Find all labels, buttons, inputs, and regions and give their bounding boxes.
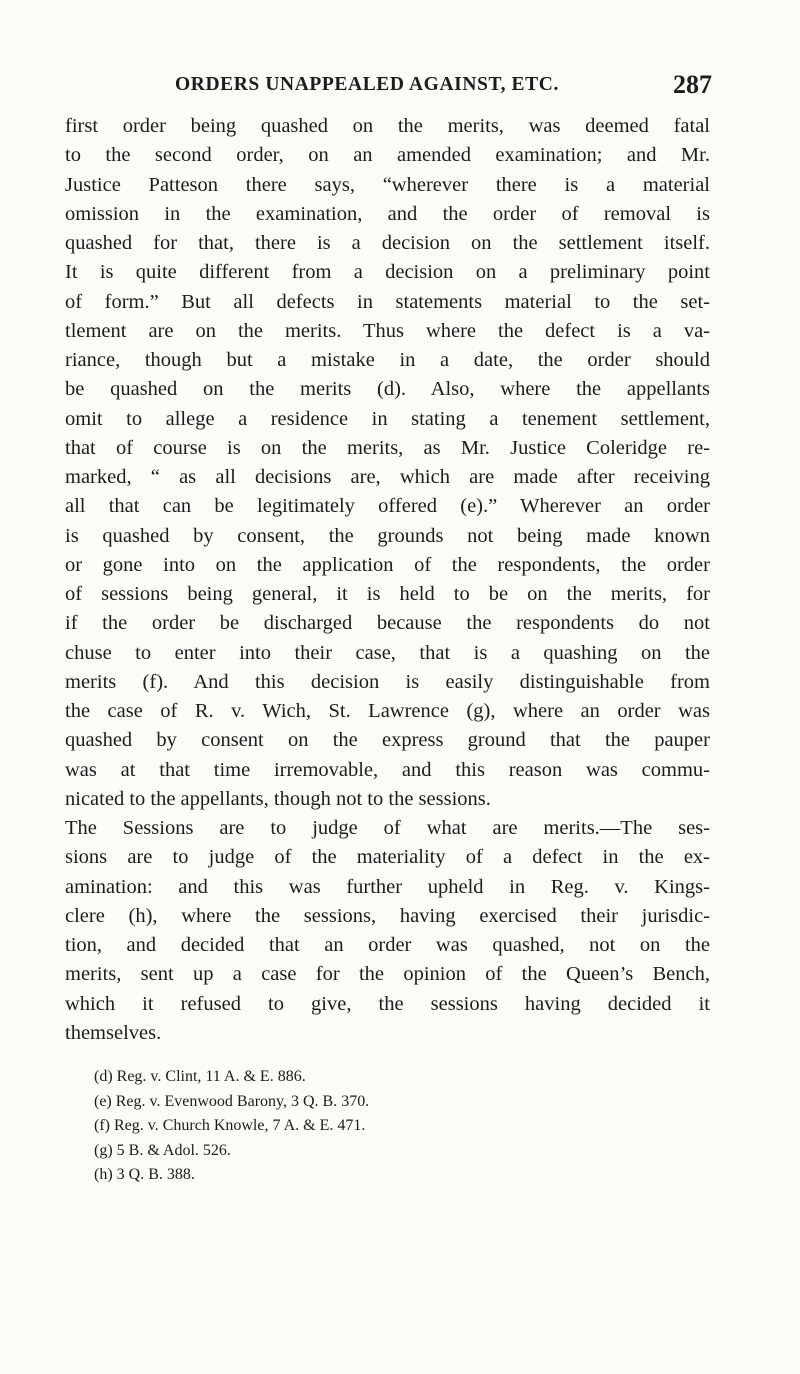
body-line: riance, though but a mistake in a date, the order should [65, 349, 710, 371]
body-line: themselves. [65, 1021, 162, 1044]
body-line: of form.” But all defects in statements material to the set- [65, 290, 710, 313]
body-line: tion, and decided that an order was quashed, not on the [65, 934, 710, 956]
body-line: quashed for that, there is a decision on the settlement itself. [65, 232, 710, 254]
running-head: ORDERS UNAPPEALED AGAINST, ETC. [175, 74, 559, 95]
body-line: merits, sent up a case for the opinion of the Queen’s Bench, [65, 963, 710, 986]
body-line: Justice Patteson there says, “wherever there is a material [65, 173, 710, 196]
body-line: to the second order, on an amended examination; and Mr. [65, 144, 710, 167]
body-line: clere (h), where the sessions, having exercised their jurisdic- [65, 904, 710, 927]
footnote: (d) Reg. v. Clint, 11 A. & E. 886. [94, 1068, 306, 1085]
footnote: (e) Reg. v. Evenwood Barony, 3 Q. B. 370. [94, 1092, 370, 1110]
body-line: chuse to enter into their case, that is a quashing on the [65, 641, 710, 664]
body-line: merits (f). And this decision is easily distinguishable from [65, 670, 710, 693]
body-line: marked, “ as all decisions are, which are made after receiving [65, 466, 710, 488]
body-line: is quashed by consent, the grounds not being made known [65, 524, 710, 547]
body-line: that of course is on the merits, as Mr. Justice Coleridge re- [65, 436, 710, 459]
body-line: first order being quashed on the merits, was deemed fatal [65, 115, 710, 137]
body-line: tlement are on the merits. Thus where the defect is a va- [65, 319, 710, 342]
footnote: (h) 3 Q. B. 388. [94, 1166, 195, 1184]
body-line: was at that time irremovable, and this reason was commu- [65, 758, 710, 781]
body-line: omit to allege a residence in stating a tenement settlement, [65, 407, 710, 430]
footnotes [94, 1065, 714, 1188]
body-line: of sessions being general, it is held to be on the merits, for [65, 583, 710, 605]
body-line: which it refused to give, the sessions having decided it [65, 992, 710, 1015]
footnote: (f) Reg. v. Church Knowle, 7 A. & E. 471. [94, 1117, 366, 1135]
body-line: The Sessions are to judge of what are merits.—The ses- [65, 817, 710, 839]
body-line: It is quite different from a decision on a preliminary point [65, 261, 710, 284]
body-line: amination: and this was further upheld in Reg. v. Kings- [65, 875, 710, 898]
body-line: if the order be discharged because the respondents do not [65, 612, 710, 635]
body-line: omission in the examination, and the order of removal is [65, 202, 710, 225]
page-number: 287 [673, 70, 712, 99]
body-line: nicated to the appellants, though not to the sessions. [65, 787, 491, 810]
body-line: quashed by consent on the express ground that the pauper [65, 729, 710, 752]
body-line: the case of R. v. Wich, St. Lawrence (g), where an order was [65, 700, 710, 722]
footnote: (g) 5 B. & Adol. 526. [94, 1141, 231, 1159]
body-line: all that can be legitimately offered (e).” Wherever an order [65, 495, 710, 518]
body-line: or gone into on the application of the respondents, the order [65, 553, 710, 576]
body-line: sions are to judge of the materiality of a defect in the ex- [65, 846, 710, 869]
body-line: be quashed on the merits (d). Also, where the appellants [65, 378, 710, 401]
body-text [65, 112, 710, 1048]
page-header [0, 72, 800, 102]
